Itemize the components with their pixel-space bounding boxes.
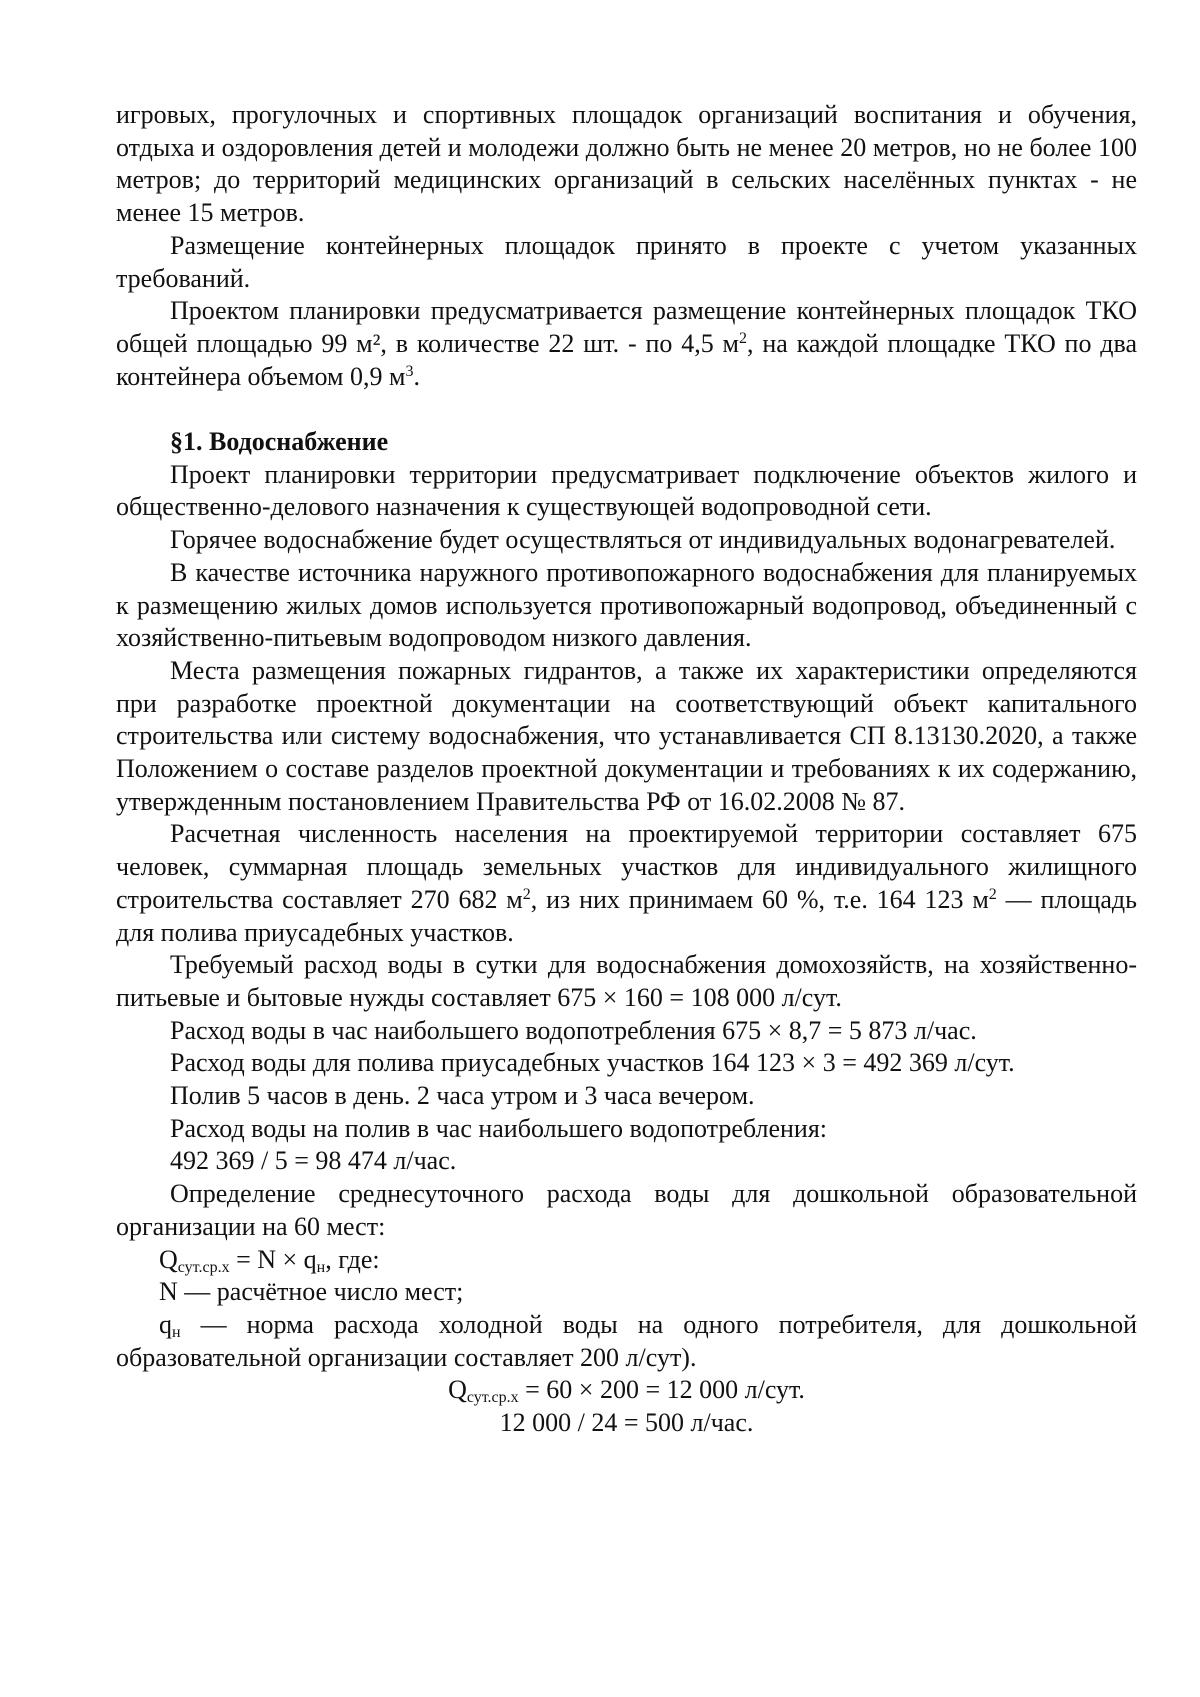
section-heading: §1. Водоснабжение [170,427,389,457]
paragraph-kindergarten: Определение среднесуточного расхода воды для дошкольной образовательной организации на 60 мест: [116,1179,1137,1241]
text-span: — норма расхода холодной воды на одного потребителя, для дошкольной образовательной организации составляет 200 л/сут). [116,1310,1137,1372]
formula-symbol: Q [159,1244,178,1274]
text-span: , из них принимаем 60 %, т.е. 164 123 м [530,884,989,914]
superscript: 2 [988,885,997,903]
line-irrigation-demand: Расход воды для полива приусадебных участков 164 123 × 3 = 492 369 л/сут. [170,1048,1015,1078]
paragraph-fire-water-source: В качестве источника наружного противопожарного водоснабжения для планируемых к размещению жилых домов используется противопожарный водопровод, объединенный с хозяйственно-питьевым водопроводом низкого давления. [116,557,1137,653]
subscript: сут.ср.х [466,1389,519,1407]
paragraph-daily-demand: Требуемый расход воды в сутки для водоснабжения домохозяйств, на хозяйственно-питьевые и бытовые нужды составляет 675 × 160 = 108 000 л/сут. [116,950,1137,1012]
paragraph-playgrounds-distance: игровых, прогулочных и спортивных площадок организаций воспитания и обучения, отдыха и оздоровления детей и молодежи должно быть не менее 20 метров, но не более 100 метров; до территорий медицинских организаций в сельских населённых пунктах - не менее 15 метров. [116,100,1137,228]
paragraph-container-placement: Размещение контейнерных площадок принято в проекте с учетом указанных требований. [116,230,1137,293]
subscript: сут.ср.х [177,1258,230,1276]
formula-daily-average [116,1244,1137,1277]
text-span: Проектом планировки предусматривается размещение контейнерных площадок ТКО общей площадью 99 м², в количестве 22 шт. - по 4,5 м [116,296,1137,358]
paragraph-tko-sites [116,295,1137,393]
formula-kindergarten-hourly: 12 000 / 24 = 500 л/час. [499,1408,754,1438]
formula-symbol: Q [448,1375,467,1405]
text-span: = N × q [229,1244,317,1274]
text-span: , на каждой площадке ТКО по два контейнера объемом 0,9 м [116,328,1138,391]
formula-kindergarten-daily [116,1374,1137,1407]
text-span: . [413,361,420,391]
subscript: н [172,1324,181,1341]
line-irrigation-hourly-value: 492 369 / 5 = 98 474 л/час. [170,1146,457,1176]
line-hourly-demand: Расход воды в час наибольшего водопотребления 675 × 8,7 = 5 873 л/час. [170,1015,977,1045]
line-irrigation-hourly-title: Расход воды на полив в час наибольшего водопотребления: [170,1113,827,1143]
superscript: 3 [405,362,414,380]
line-n-definition: N — расчётное число мест; [159,1277,464,1307]
paragraph-qn-definition [116,1309,1137,1374]
text-span: = 60 × 200 = 12 000 л/сут. [518,1375,805,1405]
paragraph-connection: Проект планировки территории предусматривает подключение объектов жилого и общественно-делового назначения к существующей водопроводной сети. [116,459,1137,522]
superscript: 2 [739,329,747,347]
superscript: 2 [522,885,531,903]
subscript: н [316,1258,326,1276]
text-span: — площадь для полива приусадебных участков. [116,884,1137,947]
formula-symbol: q [159,1310,172,1339]
line-irrigation-schedule: Полив 5 часов в день. 2 часа утром и 3 часа вечером. [170,1081,755,1111]
paragraph-hot-water: Горячее водоснабжение будет осуществляться от индивидуальных водонагревателей. [170,525,1116,555]
paragraph-hydrants: Места размещения пожарных гидрантов, а также их характеристики определяются при разработке проектной документации на соответствующий объект капитального строительства или систему водоснабжения, что устанавливается СП 8.13130.2020, а также Положением о составе разделов проектной документации и требованиях к их содержанию, утвержденным постановлением Правительства РФ от 16.02.2008 № 87. [116,655,1137,816]
text-span: Расчетная численность населения на проектируемой территории составляет 675 человек, суммарная площадь земельных участков для индивидуального жилищного строительства составляет 270 682 м [116,819,1137,914]
paragraph-population [116,818,1137,949]
text-span: , где: [325,1244,380,1274]
